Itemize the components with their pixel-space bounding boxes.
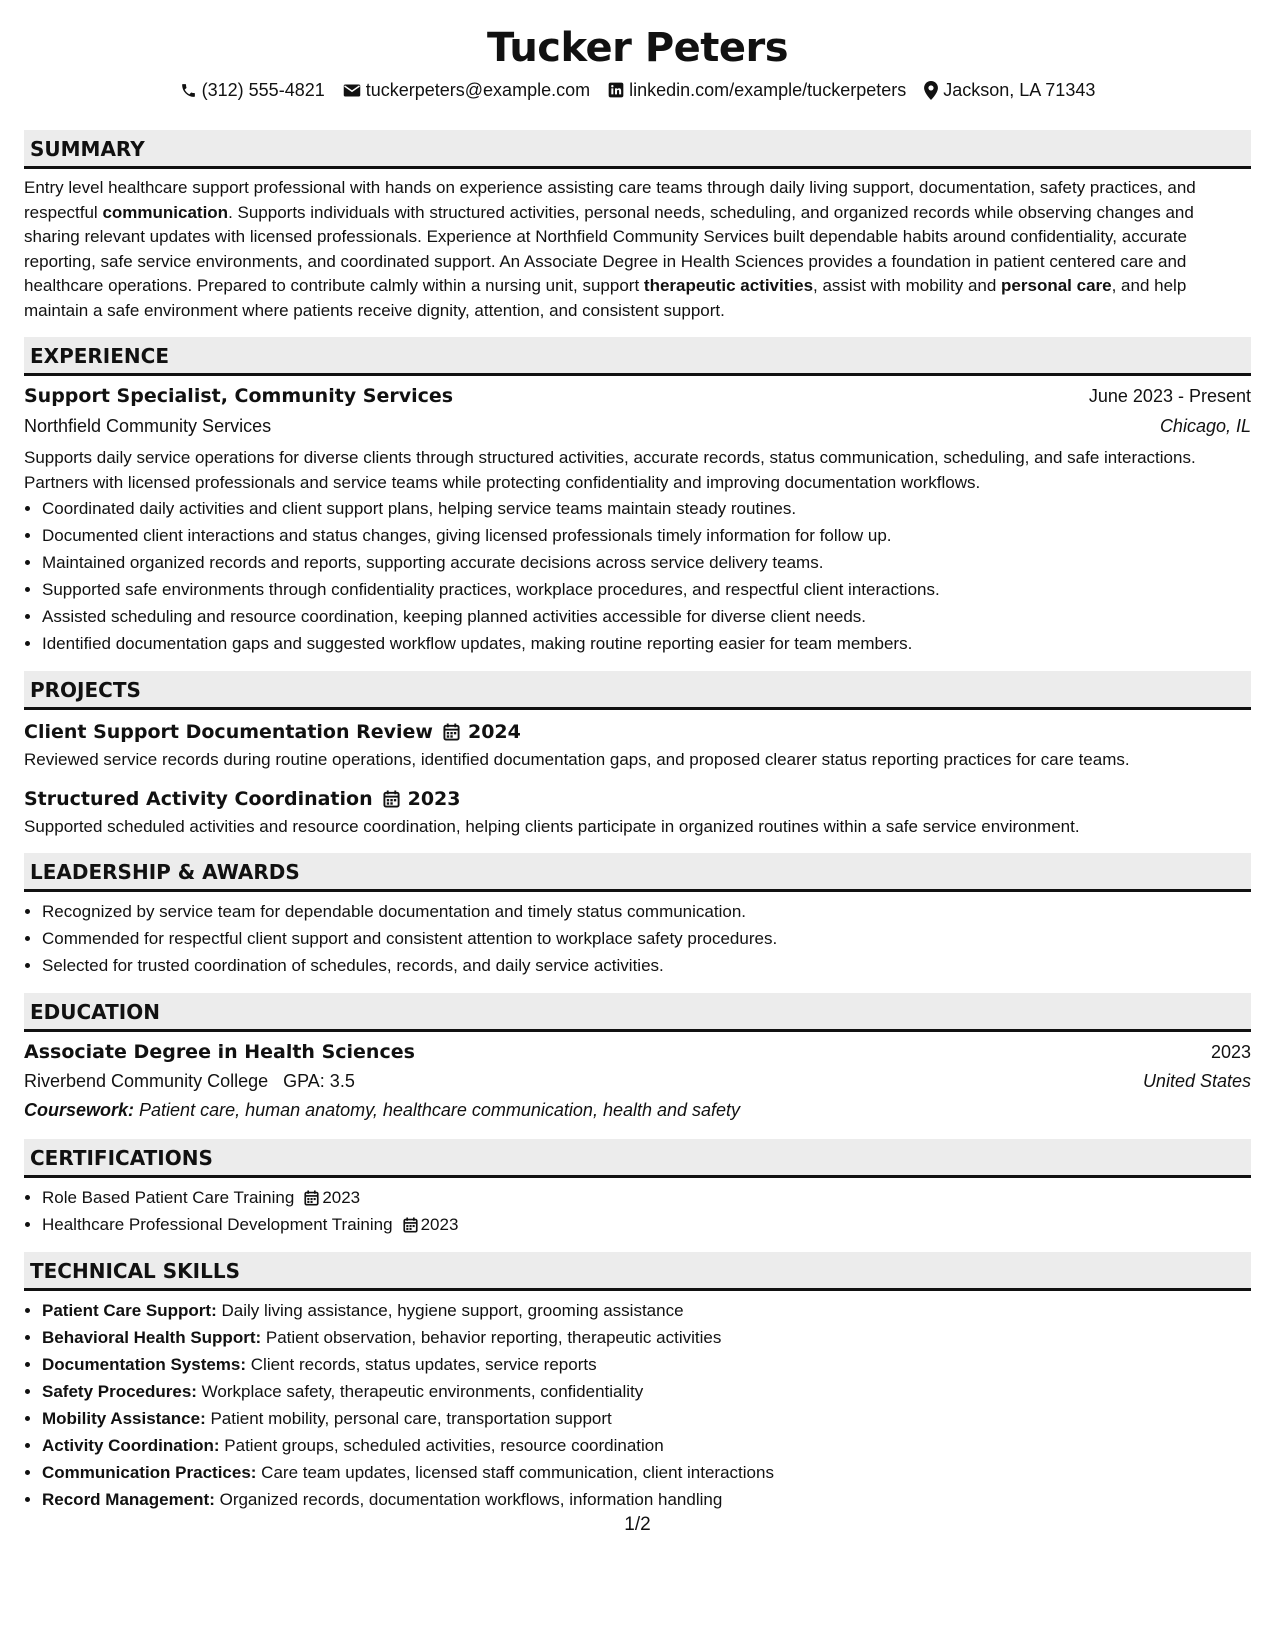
skill-label: Activity Coordination: [42,1436,220,1455]
coursework-text: Patient care, human anatomy, healthcare communication, health and safety [134,1100,741,1120]
calendar-icon [403,1217,418,1233]
calendar-icon [443,723,460,741]
school-name: Riverbend Community College [24,1071,269,1091]
contact-location [924,76,1095,104]
job-org: Northfield Community Services [24,416,272,436]
list-item: • Selected for trusted coordination of schedules, records, and daily service activities. [42,952,1251,979]
project-year: 2023 [407,787,461,810]
job-title: Support Specialist, Community Services [24,385,454,407]
project-date [443,718,521,746]
school-line [24,1067,355,1095]
skill-value: Client records, status updates, service reports [246,1355,597,1374]
page-number: 1/2 [624,1514,651,1535]
skill-value: Care team updates, licensed staff communication, client interactions [256,1463,774,1482]
contact-phone [180,76,325,104]
projects-section [24,671,1251,839]
experience-heading: EXPERIENCE [24,337,1251,376]
skill-value: Patient observation, behavior reporting, therapeutic activities [261,1328,722,1347]
map-pin-icon [924,81,938,100]
skill-value: Organized records, documentation workflows, information handling [214,1490,723,1509]
gpa: GPA: 3.5 [283,1071,355,1091]
list-item [42,1297,1251,1324]
certification-list [24,1184,1251,1238]
list-item [42,1211,1251,1238]
email-text: tuckerpeters@example.com [365,80,591,100]
leadership-bullets [24,898,1251,979]
skills-section [24,1252,1251,1513]
list-item [42,1324,1251,1351]
education-subheader [24,1067,1251,1095]
list-item [42,1378,1251,1405]
list-item: • Supported safe environments through confidentiality practices, workplace procedures, and respectful client interactions. [42,576,1251,603]
projects-heading: PROJECTS [24,671,1251,710]
project-year: 2024 [467,721,521,743]
summary-section [24,130,1251,323]
phone-icon [180,82,197,99]
certification-name: • Healthcare Professional Development Training [42,1215,393,1234]
skill-label: Documentation Systems: [42,1355,247,1374]
calendar-icon [383,790,400,808]
list-item: • Assisted scheduling and resource coordination, keeping planned activities accessible for diverse client needs. [42,603,1251,630]
project-title-row [24,785,1251,813]
skills-heading: TECHNICAL SKILLS [24,1252,1251,1291]
list-item [42,1486,1251,1513]
list-item [42,1432,1251,1459]
job-subheader [24,412,1251,440]
experience-section [24,337,1251,657]
list-item: • Documented client interactions and status changes, giving licensed professionals timely information for follow up. [42,522,1251,549]
skill-label: Communication Practices: [42,1463,257,1482]
skill-value: Patient mobility, personal care, transportation support [205,1409,612,1428]
summary-bold: therapeutic activities [643,276,814,295]
list-item: • Maintained organized records and reports, supporting accurate decisions across service delivery teams. [42,549,1251,576]
list-item: • Identified documentation gaps and suggested workflow updates, making routine reporting easier for team members. [42,630,1251,657]
job-bullets [24,495,1251,657]
leadership-heading: LEADERSHIP & AWARDS [24,853,1251,892]
project-date [383,785,461,813]
certification-year: 2023 [322,1188,361,1207]
linkedin-icon [608,82,624,98]
summary-part: . Supports individuals with structured activities, personal needs, scheduling, and organized records while observing changes and sharing relevant updates with licensed professionals. Experience at Northfield Community Services built dependable habits around confidentiality, accurate reporting, safe service environments, and coordinated support. An Associate Degree in Health Sciences provides a foundation in patient centered care and healthcare operations. Prepared to contribute calmly within a nursing unit, support [24,202,1194,295]
summary-part: Entry level healthcare support professional with hands on experience assisting care teams through daily living support, documentation, safety practices, and respectful [24,178,1196,222]
linkedin-text: linkedin.com/example/tuckerpeters [629,80,907,100]
skill-label: Record Management: [42,1490,215,1509]
skill-label: Behavioral Health Support: [42,1328,262,1347]
list-item [42,1405,1251,1432]
list-item: • Coordinated daily activities and client support plans, helping service teams maintain steady routines. [42,495,1251,522]
job-location: Chicago, IL [1159,416,1251,436]
certification-item [42,1211,458,1238]
job-description: Supports daily service operations for diverse clients through structured activities, accurate records, status communication, scheduling, and safe interactions. Partners with licensed professionals and service teams while protecting confidentiality and improving documentation workflows. [24,448,1196,492]
project-title: Structured Activity Coordination [24,787,373,810]
degree-name: Associate Degree in Health Sciences [24,1041,415,1063]
certification-item [42,1184,360,1211]
calendar-icon [304,1190,319,1206]
skill-label: Safety Procedures: [42,1382,197,1401]
summary-bold: personal care [1001,276,1112,295]
project-description: Reviewed service records during routine operations, identified documentation gaps, and proposed clearer status reporting practices for care teams. [24,750,1130,769]
project-title-row [24,718,1251,746]
skill-value: Workplace safety, therapeutic environments, confidentiality [196,1382,644,1401]
list-item [42,1459,1251,1486]
leadership-section [24,853,1251,979]
envelope-icon [343,83,361,98]
skill-label: Patient Care Support: [42,1301,217,1320]
coursework-label: Coursework: [24,1100,135,1120]
certifications-heading: CERTIFICATIONS [24,1139,1251,1178]
certification-date [304,1184,360,1211]
contact-linkedin[interactable] [608,76,906,104]
summary-bold: communication [102,202,229,222]
contact-bar [24,76,1251,104]
summary-text [24,176,1251,323]
certifications-section [24,1139,1251,1238]
education-section [24,993,1251,1125]
list-item: • Recognized by service team for dependable documentation and timely status communication. [42,898,1251,925]
list-item: • Commended for respectful client support and consistent attention to workplace safety procedures. [42,925,1251,952]
candidate-name: Tucker Peters [486,25,789,71]
skills-list [24,1297,1251,1513]
project-title: Client Support Documentation Review [24,721,433,743]
list-item [42,1351,1251,1378]
contact-email[interactable] [343,76,590,104]
certification-year: 2023 [420,1215,459,1234]
skill-value: Patient groups, scheduled activities, resource coordination [219,1436,664,1455]
project-description: Supported scheduled activities and resource coordination, helping clients participate in organized routines within a safe service environment. [24,816,1080,836]
education-header [24,1038,1251,1066]
school-location: United States [1142,1071,1251,1091]
skill-value: Daily living assistance, hygiene support, grooming assistance [216,1301,684,1320]
list-item [42,1184,1251,1211]
skill-label: Mobility Assistance: [42,1409,206,1428]
summary-heading: SUMMARY [24,130,1251,169]
summary-part: , and help maintain a safe environment where patients receive dignity, attention, and consistent support. [24,276,1187,320]
job-header [24,382,1251,410]
graduation-year: 2023 [1210,1042,1251,1062]
certification-name: • Role Based Patient Care Training [42,1188,295,1207]
coursework [24,1095,1251,1125]
certification-date [403,1211,459,1238]
phone-text: (312) 555-4821 [201,80,325,100]
job-dates: June 2023 - Present [1088,386,1251,406]
education-heading: EDUCATION [24,993,1251,1032]
summary-part: , assist with mobility and [813,276,1002,295]
location-text: Jackson, LA 71343 [943,80,1096,100]
